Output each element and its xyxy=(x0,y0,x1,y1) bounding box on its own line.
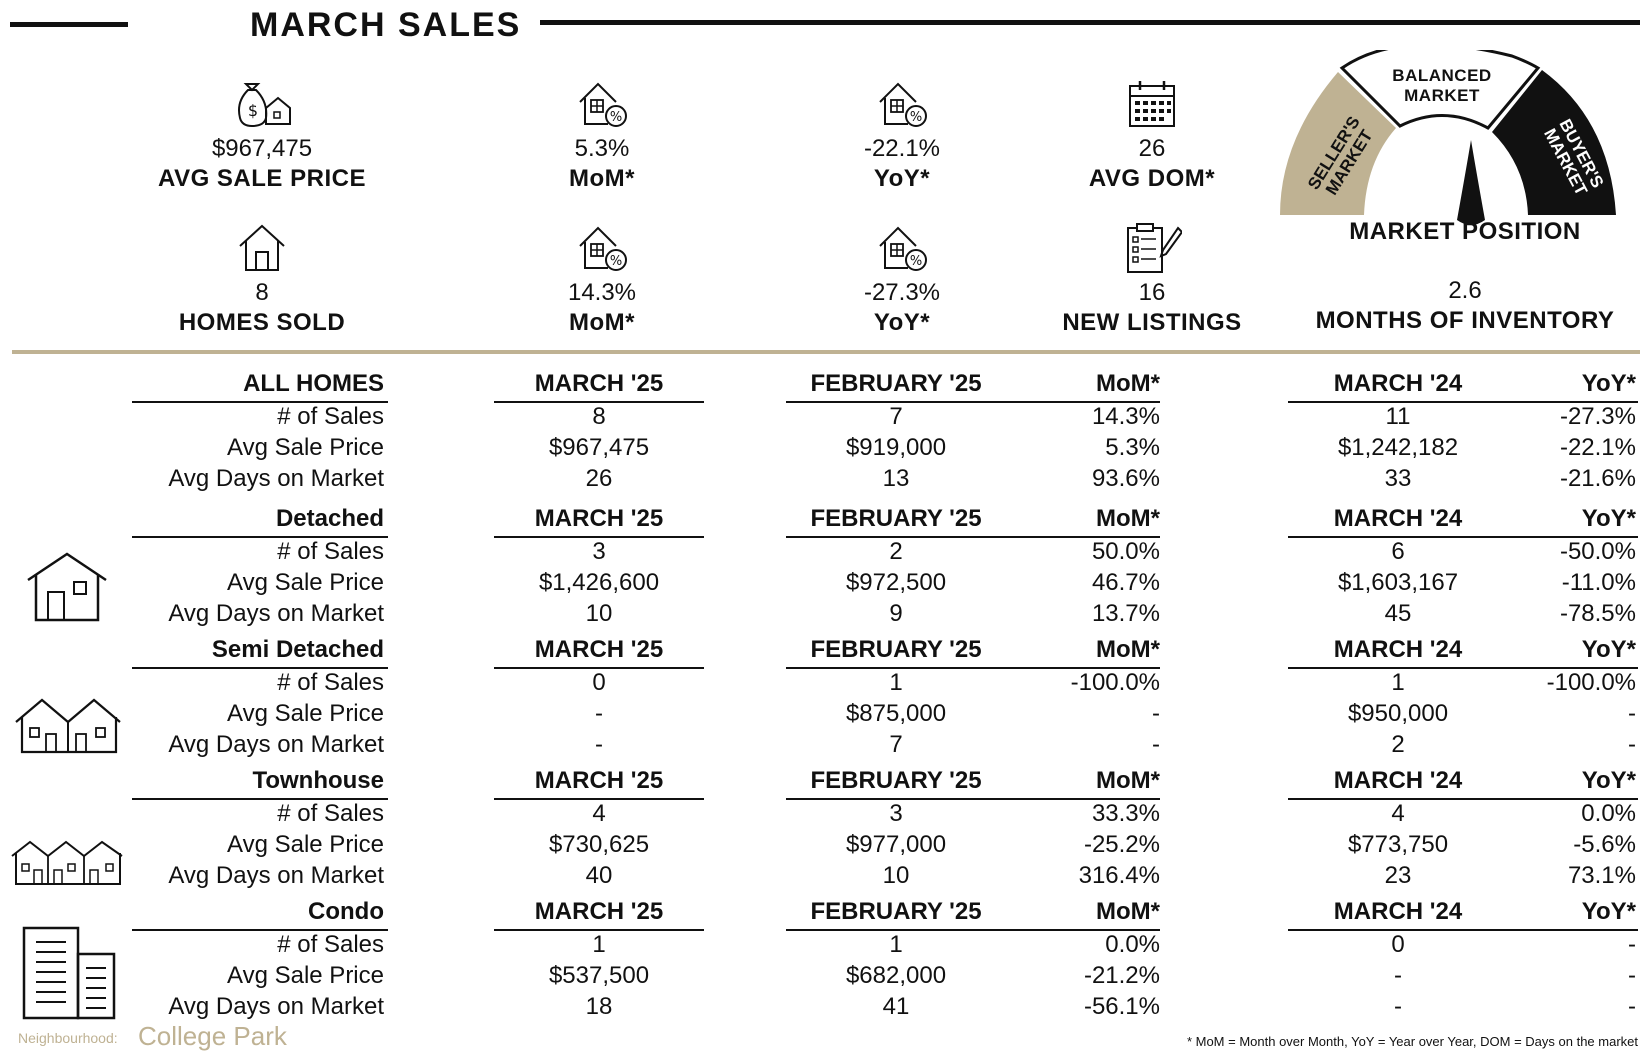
table-cell: 18 xyxy=(585,993,613,1020)
table-cell: 33 xyxy=(1384,465,1412,492)
section-title: Semi Detached xyxy=(211,636,384,663)
svg-text:%: % xyxy=(909,254,923,269)
column-header: FEBRUARY '25 xyxy=(810,898,982,925)
title-rule-left xyxy=(10,22,128,27)
column-header: MARCH '24 xyxy=(1333,505,1463,532)
table-cell: - xyxy=(1152,731,1160,758)
table-cell: - xyxy=(1628,993,1636,1020)
gauge-balanced-line1: BALANCED xyxy=(1392,66,1492,85)
stat-avg-sale-price xyxy=(132,78,392,194)
table-cell: 93.6% xyxy=(1091,465,1160,492)
row-label: Avg Sale Price xyxy=(227,962,384,989)
row-label: Avg Days on Market xyxy=(168,731,384,758)
table-cell: 1 xyxy=(889,669,903,696)
house-percent-icon xyxy=(876,78,928,130)
table-cell: 5.3% xyxy=(1105,434,1160,461)
column-header: MARCH '24 xyxy=(1333,898,1463,925)
clipboard-pen-icon xyxy=(1122,222,1182,274)
stat-yoy-sales xyxy=(772,222,1032,338)
table-cell: 23 xyxy=(1384,862,1412,889)
column-header: MARCH '24 xyxy=(1333,767,1463,794)
money-bag-house-icon xyxy=(232,78,292,130)
row-label: Avg Sale Price xyxy=(227,434,384,461)
table-cell: 41 xyxy=(882,993,910,1020)
house-percent-icon xyxy=(576,78,628,130)
table-cell: 6 xyxy=(1391,538,1405,565)
stat-value: $967,475 xyxy=(211,135,313,162)
stat-value: 26 xyxy=(1138,135,1166,162)
stat-label: MONTHS OF INVENTORY xyxy=(1315,307,1615,334)
table-cell: 7 xyxy=(889,403,903,430)
table-cell: 10 xyxy=(585,600,613,627)
stat-label: AVG DOM* xyxy=(1088,165,1216,192)
table-cell: -78.5% xyxy=(1559,600,1636,627)
stat-label: YoY* xyxy=(873,309,931,336)
table-cell: 11 xyxy=(1385,403,1411,430)
row-label: # of Sales xyxy=(277,403,384,430)
condo-building-icon xyxy=(20,924,120,1020)
table-cell: 8 xyxy=(592,403,606,430)
stat-value: -22.1% xyxy=(863,135,941,162)
row-label: # of Sales xyxy=(277,669,384,696)
column-header: YoY* xyxy=(1581,636,1636,663)
column-header: FEBRUARY '25 xyxy=(810,505,982,532)
row-label: Avg Days on Market xyxy=(168,600,384,627)
stat-avg-dom xyxy=(1022,78,1282,194)
neighbourhood-name: College Park xyxy=(138,1021,287,1051)
stat-new-listings xyxy=(1022,222,1282,338)
stat-value: 16 xyxy=(1138,279,1166,306)
row-label: Avg Sale Price xyxy=(227,700,384,727)
stat-label: MoM* xyxy=(569,309,635,336)
svg-text:%: % xyxy=(909,110,923,125)
section-divider xyxy=(12,350,1640,354)
row-label: Avg Days on Market xyxy=(168,465,384,492)
table-cell: $730,625 xyxy=(548,831,650,858)
row-label: Avg Sale Price xyxy=(227,569,384,596)
table-cell: -50.0% xyxy=(1559,538,1636,565)
table-cell: - xyxy=(1628,731,1636,758)
table-cell: 3 xyxy=(889,800,903,827)
table-cell: 4 xyxy=(592,800,606,827)
section-title: Condo xyxy=(308,898,384,925)
column-header: MARCH '24 xyxy=(1333,636,1463,663)
table-cell: 10 xyxy=(882,862,910,889)
row-label: # of Sales xyxy=(277,538,384,565)
table-cell: 45 xyxy=(1384,600,1412,627)
column-header: FEBRUARY '25 xyxy=(810,636,982,663)
table-cell: 0.0% xyxy=(1581,800,1636,827)
table-cell: 40 xyxy=(585,862,613,889)
detached-house-icon xyxy=(26,552,108,622)
table-cell: $537,500 xyxy=(548,962,650,989)
table-cell: $1,426,600 xyxy=(538,569,660,596)
gauge-label-balanced xyxy=(1362,66,1522,106)
gauge-label-buyer: BUYER'S MARKET xyxy=(1540,116,1608,199)
page-title: MARCH SALES xyxy=(250,6,522,44)
stat-label: AVG SALE PRICE xyxy=(158,165,366,192)
title-rule-right xyxy=(540,20,1640,25)
calendar-icon xyxy=(1126,78,1178,130)
gauge-balanced-line2: MARKET xyxy=(1404,86,1480,105)
column-header: MARCH '25 xyxy=(534,767,664,794)
table-cell: - xyxy=(1394,993,1402,1020)
table-cell: 46.7% xyxy=(1091,569,1160,596)
table-cell: $682,000 xyxy=(845,962,947,989)
table-cell: 0.0% xyxy=(1105,931,1160,958)
column-header: YoY* xyxy=(1581,370,1636,397)
row-label: Avg Days on Market xyxy=(168,993,384,1020)
table-cell: 7 xyxy=(889,731,903,758)
townhouse-icon xyxy=(10,838,126,886)
column-header: MoM* xyxy=(1096,370,1160,397)
table-cell: -27.3% xyxy=(1559,403,1636,430)
table-cell: 9 xyxy=(889,600,903,627)
column-header: YoY* xyxy=(1581,505,1636,532)
row-label: # of Sales xyxy=(277,800,384,827)
svg-text:$: $ xyxy=(247,101,259,120)
table-cell: -100.0% xyxy=(1546,669,1636,696)
table-cell: $950,000 xyxy=(1347,700,1449,727)
stat-label: HOMES SOLD xyxy=(178,309,346,336)
table-cell: 73.1% xyxy=(1567,862,1636,889)
table-cell: 14.3% xyxy=(1091,403,1160,430)
column-header: MARCH '25 xyxy=(534,370,664,397)
footnote: * MoM = Month over Month, YoY = Year over Year, DOM = Days on the market xyxy=(1186,1034,1638,1049)
table-cell: 1 xyxy=(592,931,606,958)
column-header: MARCH '25 xyxy=(534,505,664,532)
table-cell: $977,000 xyxy=(845,831,947,858)
stat-label: YoY* xyxy=(873,165,931,192)
stat-value: 5.3% xyxy=(574,135,630,162)
table-cell: $1,242,182 xyxy=(1337,434,1459,461)
row-label: # of Sales xyxy=(277,931,384,958)
table-cell: $972,500 xyxy=(845,569,947,596)
column-header: MoM* xyxy=(1096,767,1160,794)
table-cell: -21.6% xyxy=(1559,465,1636,492)
table-cell: 0 xyxy=(1391,931,1405,958)
column-header: MoM* xyxy=(1096,505,1160,532)
table-cell: 316.4% xyxy=(1078,862,1160,889)
stat-months-inventory xyxy=(1290,276,1640,336)
stat-label: MoM* xyxy=(569,165,635,192)
table-cell: 13 xyxy=(882,465,910,492)
stat-label: NEW LISTINGS xyxy=(1062,309,1242,336)
table-cell: 4 xyxy=(1391,800,1405,827)
table-cell: - xyxy=(1628,931,1636,958)
semi-detached-icon xyxy=(14,698,124,754)
svg-text:%: % xyxy=(609,254,623,269)
table-cell: -5.6% xyxy=(1573,831,1636,858)
table-cell: 3 xyxy=(592,538,606,565)
table-cell: 13.7% xyxy=(1091,600,1160,627)
stat-yoy-price xyxy=(772,78,1032,194)
stat-homes-sold xyxy=(132,222,392,338)
column-header: MARCH '25 xyxy=(534,898,664,925)
column-header: FEBRUARY '25 xyxy=(810,767,982,794)
column-header: YoY* xyxy=(1581,898,1636,925)
column-header: MARCH '25 xyxy=(534,636,664,663)
table-cell: 2 xyxy=(889,538,903,565)
table-cell: 0 xyxy=(592,669,606,696)
table-cell: - xyxy=(1628,700,1636,727)
house-icon xyxy=(236,222,288,274)
table-cell: -11.0% xyxy=(1561,569,1636,596)
column-header: MARCH '24 xyxy=(1333,370,1463,397)
table-cell: 2 xyxy=(1391,731,1405,758)
stat-mom-price xyxy=(472,78,732,194)
table-cell: $875,000 xyxy=(845,700,947,727)
column-header: MoM* xyxy=(1096,636,1160,663)
table-cell: -100.0% xyxy=(1070,669,1160,696)
section-title: ALL HOMES xyxy=(243,370,384,397)
table-cell: $919,000 xyxy=(845,434,947,461)
column-header: MoM* xyxy=(1096,898,1160,925)
house-percent-icon xyxy=(576,222,628,274)
table-cell: - xyxy=(1628,962,1636,989)
market-position-title: MARKET POSITION xyxy=(1349,218,1581,245)
house-percent-icon xyxy=(876,222,928,274)
table-cell: - xyxy=(1152,700,1160,727)
row-label: Avg Days on Market xyxy=(168,862,384,889)
neighbourhood-label: Neighbourhood: xyxy=(18,1030,118,1046)
table-cell: 33.3% xyxy=(1091,800,1160,827)
table-cell: 1 xyxy=(889,931,903,958)
section-title: Detached xyxy=(275,505,384,532)
stat-value: -27.3% xyxy=(863,279,941,306)
table-cell: - xyxy=(595,731,603,758)
table-cell: -25.2% xyxy=(1083,831,1160,858)
stat-mom-sales xyxy=(472,222,732,338)
table-cell: 26 xyxy=(585,465,613,492)
row-label: Avg Sale Price xyxy=(227,831,384,858)
gauge-label-seller: SELLER'S MARKET xyxy=(1304,112,1377,199)
column-header: YoY* xyxy=(1581,767,1636,794)
table-cell: - xyxy=(595,700,603,727)
table-cell: -56.1% xyxy=(1083,993,1160,1020)
table-cell: $773,750 xyxy=(1347,831,1449,858)
table-cell: 50.0% xyxy=(1091,538,1160,565)
stat-value: 14.3% xyxy=(567,279,637,306)
stat-value: 2.6 xyxy=(1448,277,1482,304)
table-cell: -21.2% xyxy=(1083,962,1160,989)
gauge-needle xyxy=(1457,140,1485,225)
column-header: FEBRUARY '25 xyxy=(810,370,982,397)
table-cell: -22.1% xyxy=(1559,434,1636,461)
table-cell: $967,475 xyxy=(548,434,650,461)
table-cell: - xyxy=(1394,962,1402,989)
table-cell: 1 xyxy=(1391,669,1405,696)
section-title: Townhouse xyxy=(252,767,384,794)
table-cell: $1,603,167 xyxy=(1337,569,1459,596)
svg-text:%: % xyxy=(609,110,623,125)
stat-value: 8 xyxy=(255,279,269,306)
